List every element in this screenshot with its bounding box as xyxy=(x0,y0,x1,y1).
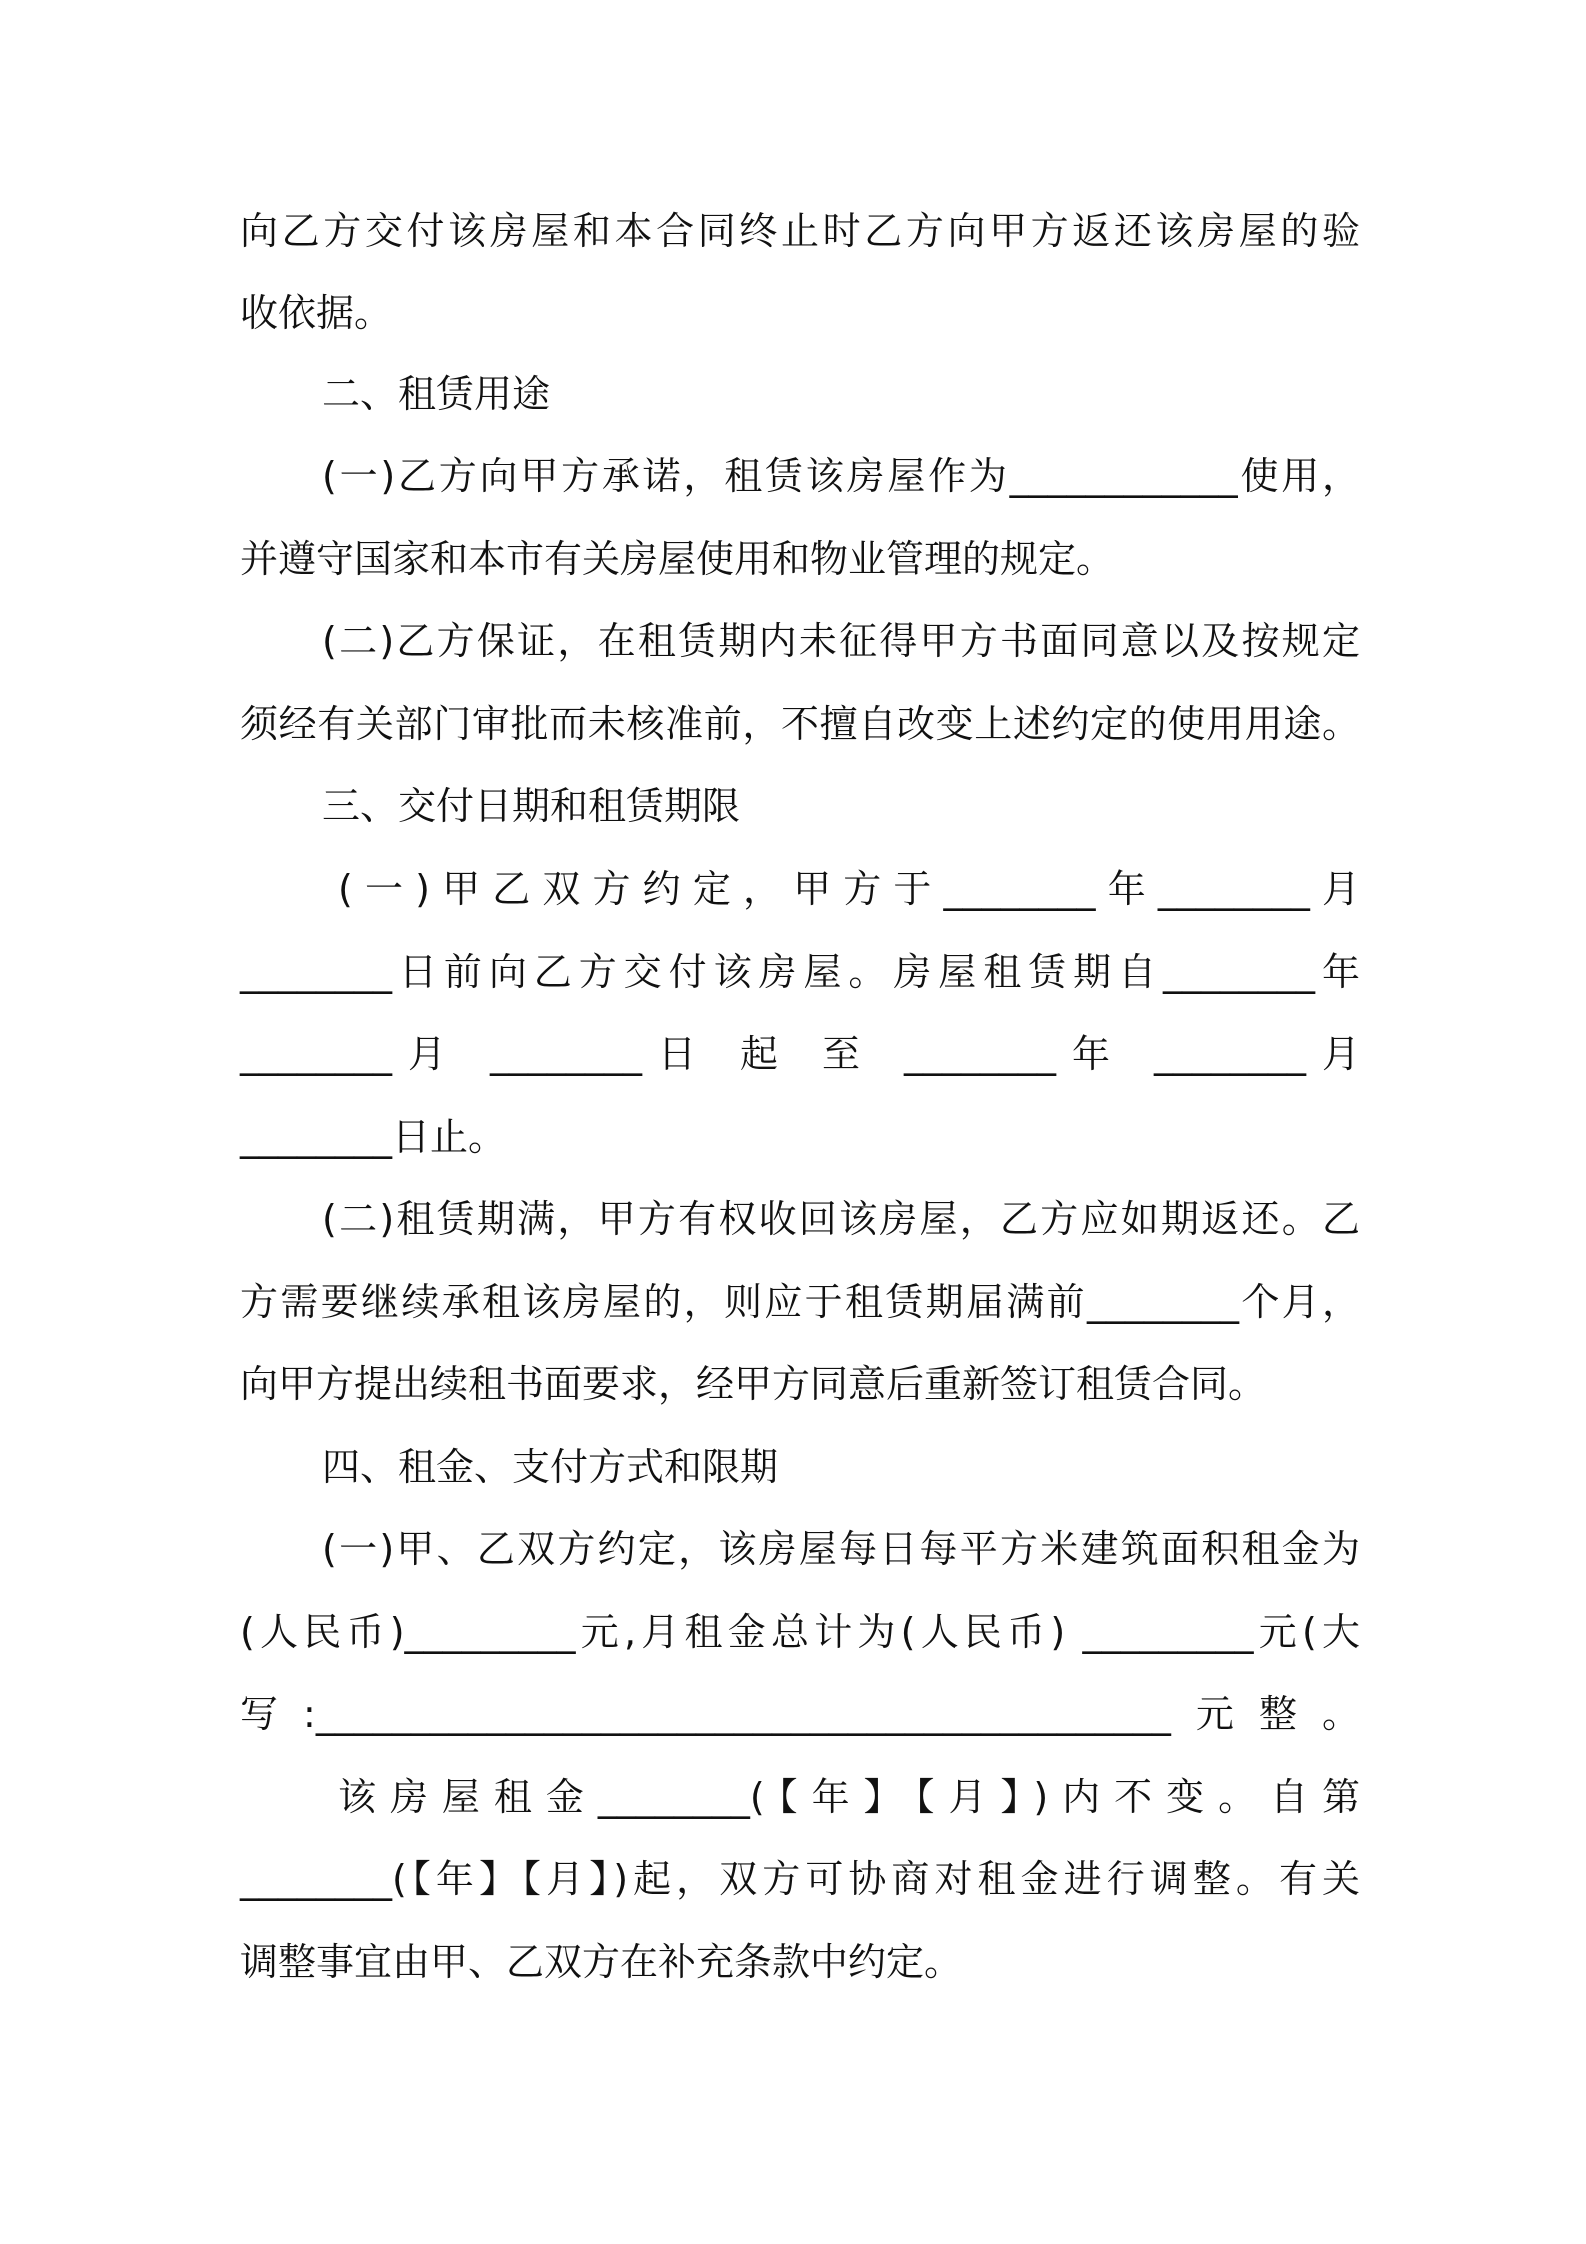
section-heading: 三、交付日期和租赁期限 xyxy=(322,784,741,828)
paragraph-line: ________月 ________日 起 至 ________年 ________月 xyxy=(240,1032,1360,1076)
paragraph-line: ________(【年】【月】)起，双方可协商对租金进行调整。有关 xyxy=(240,1857,1360,1901)
paragraph-line: 向甲方提出续租书面要求，经甲方同意后重新签订租赁合同。 xyxy=(240,1362,1267,1406)
paragraph-line: (一)乙方向甲方承诺，租赁该房屋作为____________使用， xyxy=(322,454,1360,498)
paragraph-line: 该房屋租金________(【年】【月】)内不变。自第 xyxy=(338,1775,1360,1819)
paragraph-line: (人民币)_________元,月租金总计为(人民币) _________元(大 xyxy=(240,1610,1360,1654)
paragraph-line: 方需要继续承租该房屋的，则应于租赁期届满前________个月， xyxy=(240,1280,1360,1324)
paragraph-line: 调整事宜由甲、乙双方在补充条款中约定。 xyxy=(240,1940,963,1984)
paragraph-line: (一)甲、乙双方约定，该房屋每日每平方米建筑面积租金为 xyxy=(322,1527,1360,1571)
paragraph-line: 须经有关部门审批而未核准前，不擅自改变上述约定的使用用途。 xyxy=(240,702,1360,746)
paragraph-line: ________日前向乙方交付该房屋。房屋租赁期自________年 xyxy=(240,950,1360,994)
section-heading: 四、租金、支付方式和限期 xyxy=(322,1445,779,1489)
paragraph-line: (一)甲乙双方约定，甲方于________年________月 xyxy=(338,867,1360,911)
paragraph-line: (二)租赁期满，甲方有权收回该房屋，乙方应如期返还。乙 xyxy=(322,1197,1360,1241)
paragraph-line: 并遵守国家和本市有关房屋使用和物业管理的规定。 xyxy=(240,537,1115,581)
section-heading: 二、租赁用途 xyxy=(322,372,551,416)
paragraph-line: 收依据。 xyxy=(240,291,393,335)
paragraph-line: 向乙方交付该房屋和本合同终止时乙方向甲方返还该房屋的验 xyxy=(240,209,1360,253)
paragraph-line: (二)乙方保证，在租赁期内未征得甲方书面同意以及按规定 xyxy=(322,619,1360,663)
paragraph-line: 写:_____________________________________________元整。 xyxy=(240,1692,1360,1736)
paragraph-line: ________日止。 xyxy=(240,1115,507,1159)
